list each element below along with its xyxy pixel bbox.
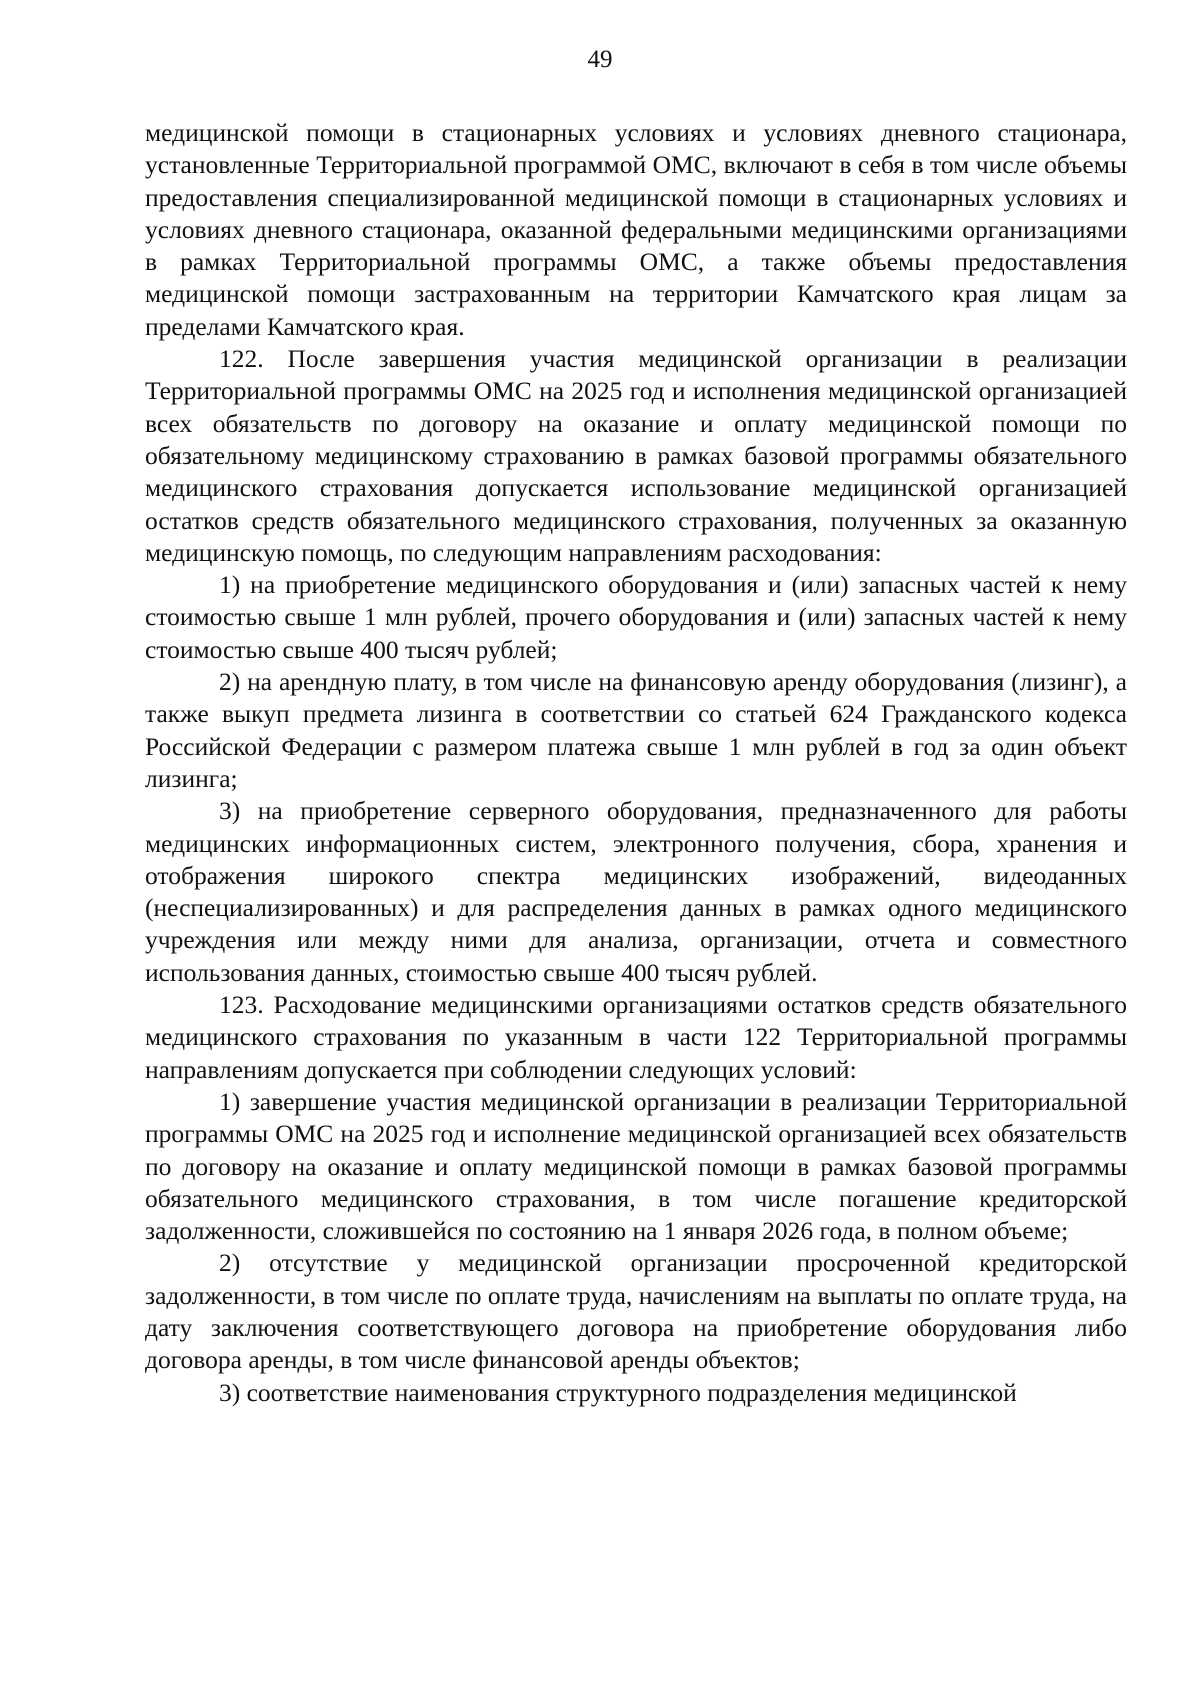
- paragraph-item-123: 123. Расходование медицинскими организациями остатков средств обязательного медицинского страхования по указанным в части 122 Территориальной программы направлениям допускается при соблюдении следующих условий:: [145, 990, 1127, 1084]
- document-body: [145, 117, 1127, 1409]
- page-number: 49: [587, 46, 613, 73]
- paragraph-122-subitem-2: 2) на арендную плату, в том числе на финансовую аренду оборудования (лизинг), а также выкуп предмета лизинга в соответствии со статьей 624 Гражданского кодекса Российской Федерации с размером платежа свыше 1 млн рублей в год за один объект лизинга;: [145, 667, 1127, 793]
- paragraph-123-subitem-3: 3) соответствие наименования структурного подразделения медицинской: [219, 1377, 1017, 1407]
- paragraph-123-subitem-1: 1) завершение участия медицинской организации в реализации Территориальной программы ОМС на 2025 год и исполнение медицинской организацией всех обязательств по договору на оказание и оплату медицинской помощи в рамках базовой программы обязательного медицинского страхования, в том числе погашение кредиторской задолженности, сложившейся по состоянию на 1 января 2026 года, в полном объеме;: [145, 1086, 1127, 1246]
- paragraph-122-subitem-1: 1) на приобретение медицинского оборудования и (или) запасных частей к нему стоимостью свыше 1 млн рублей, прочего оборудования и (или) запасных частей к нему стоимостью свыше 400 тысяч рублей;: [145, 570, 1127, 664]
- paragraph-continuation: медицинской помощи в стационарных условиях и условиях дневного стационара, установленные Территориальной программой ОМС, включают в себя в том числе объемы предоставления специализированной медицинской помощи в стационарных условиях и условиях дневного стационара, оказанной федеральными медицинскими организациями в рамках Территориальной программы ОМС, а также объемы предоставления медицинской помощи застрахованным на территории Камчатского края лицам за пределами Камчатского края.: [145, 118, 1127, 341]
- paragraph-123-subitem-2: 2) отсутствие у медицинской организации просроченной кредиторской задолженности, в том числе по оплате труда, начислениям на выплаты по оплате труда, на дату заключения соответствующего договора на приобретение оборудования либо договора аренды, в том числе финансовой аренды объектов;: [145, 1248, 1127, 1375]
- paragraph-122-subitem-3: 3) на приобретение серверного оборудования, предназначенного для работы медицинских информационных систем, электронного получения, сбора, хранения и отображения широкого спектра медицинских изображений, видеоданных (неспециализированных) и для распределения данных в рамках одного медицинского учреждения или между ними для анализа, организации, отчета и совместного использования данных, стоимостью свыше 400 тысяч рублей.: [145, 796, 1127, 987]
- paragraph-item-122: 122. После завершения участия медицинской организации в реализации Территориальной программы ОМС на 2025 год и исполнения медицинской организацией всех обязательств по договору на оказание и оплату медицинской помощи по обязательному медицинскому страхованию в рамках базовой программы обязательного медицинского страхования допускается использование медицинской организацией остатков средств обязательного медицинского страхования, полученных за оказанную медицинскую помощь, по следующим направлениям расходования:: [145, 344, 1127, 567]
